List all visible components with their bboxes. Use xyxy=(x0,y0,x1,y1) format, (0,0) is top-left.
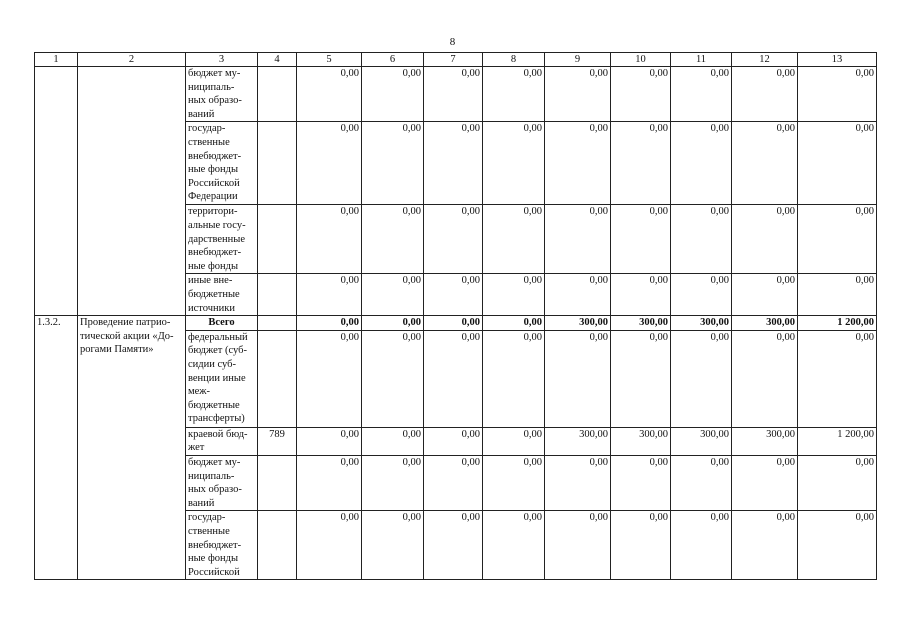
value-cell: 0,00 xyxy=(297,316,362,331)
value-cell: 300,00 xyxy=(545,316,611,331)
value-cell: 0,00 xyxy=(297,427,362,455)
value-cell: 0,00 xyxy=(424,330,483,427)
value-cell: 1 200,00 xyxy=(798,427,877,455)
column-header: 3 xyxy=(186,53,258,67)
column-header: 5 xyxy=(297,53,362,67)
value-cell: 0,00 xyxy=(671,330,732,427)
value-cell: 0,00 xyxy=(483,274,545,316)
value-cell: 0,00 xyxy=(732,455,798,510)
column-header: 6 xyxy=(362,53,424,67)
column-header: 10 xyxy=(611,53,671,67)
budget-code-cell xyxy=(258,316,297,331)
funding-source-cell: Всего xyxy=(186,316,258,331)
value-cell: 0,00 xyxy=(297,511,362,580)
value-cell: 0,00 xyxy=(424,122,483,205)
value-cell: 1 200,00 xyxy=(798,316,877,331)
budget-code-cell xyxy=(258,330,297,427)
value-cell: 0,00 xyxy=(732,330,798,427)
value-cell: 0,00 xyxy=(483,205,545,274)
item-name-cell xyxy=(78,67,186,316)
value-cell: 0,00 xyxy=(732,511,798,580)
funding-source-cell: иные вне- бюджетные источники xyxy=(186,274,258,316)
budget-code-cell xyxy=(258,122,297,205)
funding-source-cell: краевой бюд- жет xyxy=(186,427,258,455)
budget-code-cell xyxy=(258,511,297,580)
value-cell: 0,00 xyxy=(424,511,483,580)
budget-code-cell xyxy=(258,67,297,122)
value-cell: 0,00 xyxy=(798,330,877,427)
value-cell: 300,00 xyxy=(545,427,611,455)
value-cell: 0,00 xyxy=(798,67,877,122)
value-cell: 0,00 xyxy=(545,274,611,316)
item-name-cell: Проведение патрио- тической акции «До- рогами Памяти» xyxy=(78,316,186,580)
value-cell: 0,00 xyxy=(362,316,424,331)
value-cell: 0,00 xyxy=(424,427,483,455)
value-cell: 0,00 xyxy=(611,511,671,580)
value-cell: 0,00 xyxy=(545,511,611,580)
value-cell: 0,00 xyxy=(424,455,483,510)
value-cell: 0,00 xyxy=(545,455,611,510)
value-cell: 0,00 xyxy=(424,67,483,122)
column-header: 4 xyxy=(258,53,297,67)
value-cell: 0,00 xyxy=(297,122,362,205)
value-cell: 0,00 xyxy=(362,205,424,274)
value-cell: 0,00 xyxy=(611,67,671,122)
value-cell: 0,00 xyxy=(671,274,732,316)
value-cell: 0,00 xyxy=(545,330,611,427)
value-cell: 0,00 xyxy=(483,455,545,510)
column-header: 13 xyxy=(798,53,877,67)
funding-source-cell: федеральный бюджет (суб- сидии суб- венции иные меж- бюджетные трансферты) xyxy=(186,330,258,427)
value-cell: 0,00 xyxy=(483,122,545,205)
budget-code-cell xyxy=(258,455,297,510)
value-cell: 300,00 xyxy=(671,316,732,331)
column-header: 8 xyxy=(483,53,545,67)
value-cell: 0,00 xyxy=(732,274,798,316)
value-cell: 0,00 xyxy=(483,511,545,580)
value-cell: 0,00 xyxy=(611,122,671,205)
value-cell: 0,00 xyxy=(611,205,671,274)
column-header: 12 xyxy=(732,53,798,67)
column-header: 1 xyxy=(35,53,78,67)
column-header: 11 xyxy=(671,53,732,67)
item-number-cell xyxy=(35,67,78,316)
value-cell: 0,00 xyxy=(732,205,798,274)
column-header: 7 xyxy=(424,53,483,67)
value-cell: 0,00 xyxy=(424,205,483,274)
value-cell: 0,00 xyxy=(798,511,877,580)
value-cell: 0,00 xyxy=(671,455,732,510)
value-cell: 0,00 xyxy=(483,330,545,427)
table-row xyxy=(35,316,877,331)
item-number-cell: 1.3.2. xyxy=(35,316,78,580)
value-cell: 0,00 xyxy=(798,455,877,510)
column-header-row xyxy=(35,53,877,67)
value-cell: 0,00 xyxy=(545,122,611,205)
funding-source-cell: бюджет му- ниципаль- ных образо- ваний xyxy=(186,455,258,510)
value-cell: 0,00 xyxy=(362,427,424,455)
funding-source-cell: государ- ственные внебюджет- ные фонды Российской Федерации xyxy=(186,122,258,205)
value-cell: 0,00 xyxy=(362,67,424,122)
value-cell: 0,00 xyxy=(611,330,671,427)
value-cell: 0,00 xyxy=(297,274,362,316)
value-cell: 0,00 xyxy=(732,67,798,122)
value-cell: 0,00 xyxy=(671,122,732,205)
value-cell: 300,00 xyxy=(611,427,671,455)
value-cell: 0,00 xyxy=(671,511,732,580)
value-cell: 0,00 xyxy=(362,511,424,580)
funding-source-cell: территори- альные госу- дарственные внебюджет- ные фонды xyxy=(186,205,258,274)
value-cell: 0,00 xyxy=(798,274,877,316)
funding-source-cell: бюджет му- ниципаль- ных образо- ваний xyxy=(186,67,258,122)
value-cell: 300,00 xyxy=(732,427,798,455)
value-cell: 0,00 xyxy=(671,205,732,274)
value-cell: 300,00 xyxy=(671,427,732,455)
budget-table xyxy=(34,52,877,580)
value-cell: 0,00 xyxy=(362,122,424,205)
value-cell: 0,00 xyxy=(732,122,798,205)
value-cell: 0,00 xyxy=(297,205,362,274)
budget-code-cell: 789 xyxy=(258,427,297,455)
value-cell: 0,00 xyxy=(611,274,671,316)
value-cell: 0,00 xyxy=(297,67,362,122)
column-header: 9 xyxy=(545,53,611,67)
value-cell: 0,00 xyxy=(671,67,732,122)
funding-source-cell: государ- ственные внебюджет- ные фонды Российской xyxy=(186,511,258,580)
value-cell: 300,00 xyxy=(732,316,798,331)
value-cell: 0,00 xyxy=(362,330,424,427)
value-cell: 0,00 xyxy=(545,205,611,274)
value-cell: 0,00 xyxy=(545,67,611,122)
table-row xyxy=(35,67,877,122)
value-cell: 0,00 xyxy=(611,455,671,510)
budget-code-cell xyxy=(258,205,297,274)
value-cell: 0,00 xyxy=(297,455,362,510)
value-cell: 0,00 xyxy=(297,330,362,427)
value-cell: 0,00 xyxy=(483,67,545,122)
value-cell: 0,00 xyxy=(798,205,877,274)
value-cell: 0,00 xyxy=(424,274,483,316)
page-number: 8 xyxy=(449,36,456,48)
value-cell: 0,00 xyxy=(798,122,877,205)
value-cell: 0,00 xyxy=(362,455,424,510)
value-cell: 0,00 xyxy=(424,316,483,331)
budget-code-cell xyxy=(258,274,297,316)
value-cell: 0,00 xyxy=(483,316,545,331)
value-cell: 300,00 xyxy=(611,316,671,331)
column-header: 2 xyxy=(78,53,186,67)
value-cell: 0,00 xyxy=(362,274,424,316)
value-cell: 0,00 xyxy=(483,427,545,455)
